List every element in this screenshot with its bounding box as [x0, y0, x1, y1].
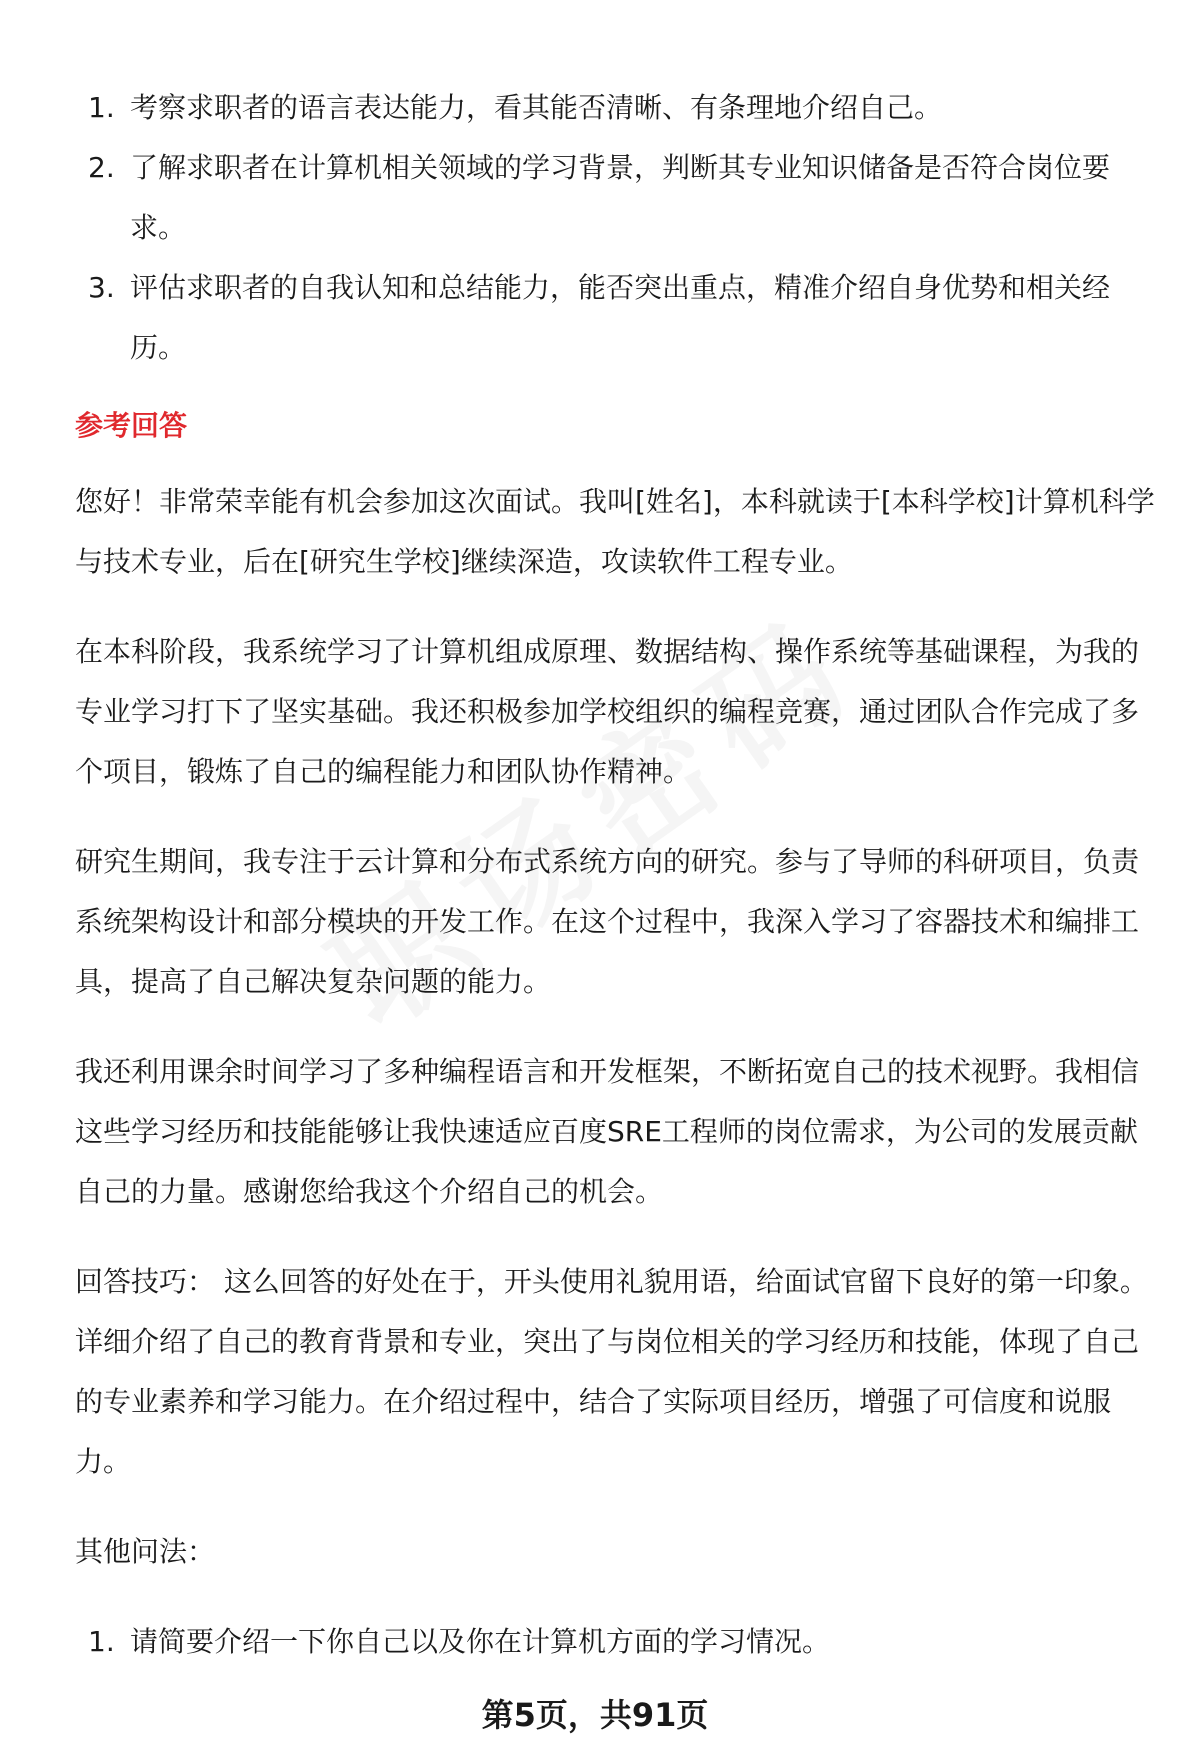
- list-item: [75, 1612, 1165, 1672]
- other-questions-list: [75, 1612, 1165, 1672]
- list-number: 3.: [88, 271, 115, 304]
- paragraph: 其他问法：: [75, 1535, 216, 1568]
- list-item-text: 了解求职者在计算机相关领域的学习背景，判断其专业知识储备是否符合岗位要求。: [130, 151, 1111, 244]
- section-title: 参考回答: [75, 409, 188, 442]
- list-item: [75, 78, 1165, 138]
- list-item: [75, 138, 1165, 258]
- page-footer: 第5页，共91页: [481, 1696, 709, 1734]
- paragraph: 您好！非常荣幸能有机会参加这次面试。我叫[姓名]，本科就读于[本科学校]计算机科学与技术专业，后在[研究生学校]继续深造，攻读软件工程专业。: [75, 485, 1155, 578]
- list-item-text: 评估求职者的自我认知和总结能力，能否突出重点，精准介绍自身优势和相关经历。: [130, 271, 1111, 364]
- list-number: 1.: [88, 91, 115, 124]
- paragraph: 回答技巧： 这么回答的好处在于，开头使用礼貌用语，给面试官留下良好的第一印象。详细介绍了自己的教育背景和专业，突出了与岗位相关的学习经历和技能，体现了自己的专业素养和学习能力。在介绍过程中，结合了实际项目经历，增强了可信度和说服力。: [75, 1265, 1148, 1478]
- paragraph: 我还利用课余时间学习了多种编程语言和开发框架，不断拓宽自己的技术视野。我相信这些学习经历和技能能够让我快速适应百度SRE工程师的岗位需求，为公司的发展贡献自己的力量。感谢您给我这个介绍自己的机会。: [75, 1055, 1140, 1208]
- paragraph: 在本科阶段，我系统学习了计算机组成原理、数据结构、操作系统等基础课程，为我的专业学习打下了坚实基础。我还积极参加学校组织的编程竞赛，通过团队合作完成了多个项目，锻炼了自己的编程能力和团队协作精神。: [75, 635, 1140, 788]
- document-page: [75, 78, 1165, 1672]
- intro-list: [75, 78, 1165, 378]
- list-item-text: 考察求职者的语言表达能力，看其能否清晰、有条理地介绍自己。: [130, 91, 943, 124]
- list-number: 2.: [88, 151, 115, 184]
- list-item: [75, 258, 1165, 378]
- list-item-text: 请简要介绍一下你自己以及你在计算机方面的学习情况。: [130, 1625, 831, 1658]
- list-number: 1.: [88, 1625, 115, 1658]
- paragraph: 研究生期间，我专注于云计算和分布式系统方向的研究。参与了导师的科研项目，负责系统架构设计和部分模块的开发工作。在这个过程中，我深入学习了容器技术和编排工具，提高了自己解决复杂问题的能力。: [75, 845, 1140, 998]
